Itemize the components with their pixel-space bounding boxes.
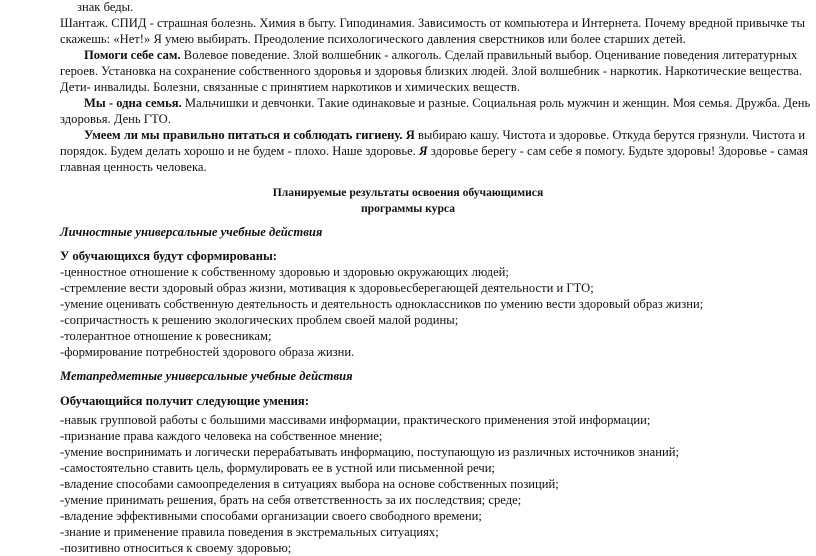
topic-title: Мы - одна семья. (84, 96, 182, 110)
list-item: -самостоятельно ставить цель, формулировать ее в устной или письменной речи; (60, 461, 495, 475)
paragraph-line (60, 143, 808, 159)
list-item: -сопричастность к решению экологических проблем своей малой родины; (60, 313, 459, 327)
text-line: здоровья. День ГТО. (60, 112, 171, 126)
text-span: здоровье берегу - сам себе я помогу. Будьте здоровы! Здоровье - самая (427, 144, 809, 158)
list-item: -стремление вести здоровый образ жизни, мотивация к здоровьесберегающей деятельности и ГТО; (60, 281, 594, 295)
text-line: знак беды. (77, 0, 134, 14)
list-item: -владение способами самоопределения в ситуациях выбора на основе собственных позиций; (60, 477, 559, 491)
heading-personal: Личностные универсальные учебные действия (60, 225, 323, 239)
topic-title: Помоги себе сам. (84, 48, 181, 62)
text-line: главная ценность человека. (60, 160, 207, 174)
heading-meta: Метапредметные универсальные учебные действия (60, 369, 353, 383)
paragraph-line (84, 127, 805, 143)
text-line: скажешь: «Нет!» Я умею выбирать. Преодоление психологического давления сверстников или более старших детей. (60, 32, 686, 46)
list-item: -навык групповой работы с большими массивами информации, практического применения этой информации; (60, 413, 651, 427)
list-item: -формирование потребностей здорового образа жизни. (60, 345, 355, 359)
list-item: -ценностное отношение к собственному здоровью и здоровью окружающих людей; (60, 265, 509, 279)
paragraph-line (84, 47, 797, 63)
list-item: -знание и применение правила поведения в экстремальных ситуациях; (60, 525, 439, 539)
subheading-meta: Обучающийся получит следующие умения: (60, 394, 309, 408)
text-span: порядок. Будем делать хорошо и не будем - плохо. Наше здоровье. (60, 144, 419, 158)
topic-title: Умеем ли мы правильно питаться и соблюдать гигиену. Я (84, 128, 415, 142)
emphasis: Я (419, 144, 428, 158)
list-item: -владение эффективными способами организации своего свободного времени; (60, 509, 482, 523)
text-line: Шантаж. СПИД - страшная болезнь. Химия в быту. Гиподинамия. Зависимость от компьютера и Интернета. Почему вредной привычке ты (60, 16, 806, 30)
subheading-personal: У обучающихся будут сформированы: (60, 249, 277, 263)
text-line: героев. Установка на сохранение собственного здоровья и здоровья близких людей. Злой волшебник - наркотик. Наркотические вещества. (60, 64, 802, 78)
list-item: -толерантное отношение к ровесникам; (60, 329, 272, 343)
list-item: -признание права каждого человека на собственное мнение; (60, 429, 383, 443)
list-item: -умение принимать решения, брать на себя ответственность за их последствия; среде; (60, 493, 522, 507)
section-subtitle: программы курса (360, 202, 456, 215)
text-span: выбираю кашу. Чистота и здоровье. Откуда берутся грязнули. Чистота и (414, 128, 806, 142)
text-line: Дети- инвалиды. Болезни, связанные с принятием наркотиков и химических веществ. (60, 80, 520, 94)
text-span: Мальчишки и девчонки. Такие одинаковые и разные. Социальная роль мужчин и женщин. Моя семья. Дружба. День (181, 96, 811, 110)
paragraph-line (84, 95, 810, 111)
section-title: Планируемые результаты освоения обучающимися (272, 186, 544, 199)
text-span: Волевое поведение. Злой волшебник - алкоголь. Сделай правильный выбор. Оценивание поведения литературных (180, 48, 798, 62)
list-item: -позитивно относиться к своему здоровью; (60, 541, 292, 555)
list-item: -умение оценивать собственную деятельность и деятельность одноклассников по умению вести здоровый образ жизни; (60, 297, 704, 311)
list-item: -умение воспринимать и логически перерабатывать информацию, поступающую из различных источников знаний; (60, 445, 679, 459)
